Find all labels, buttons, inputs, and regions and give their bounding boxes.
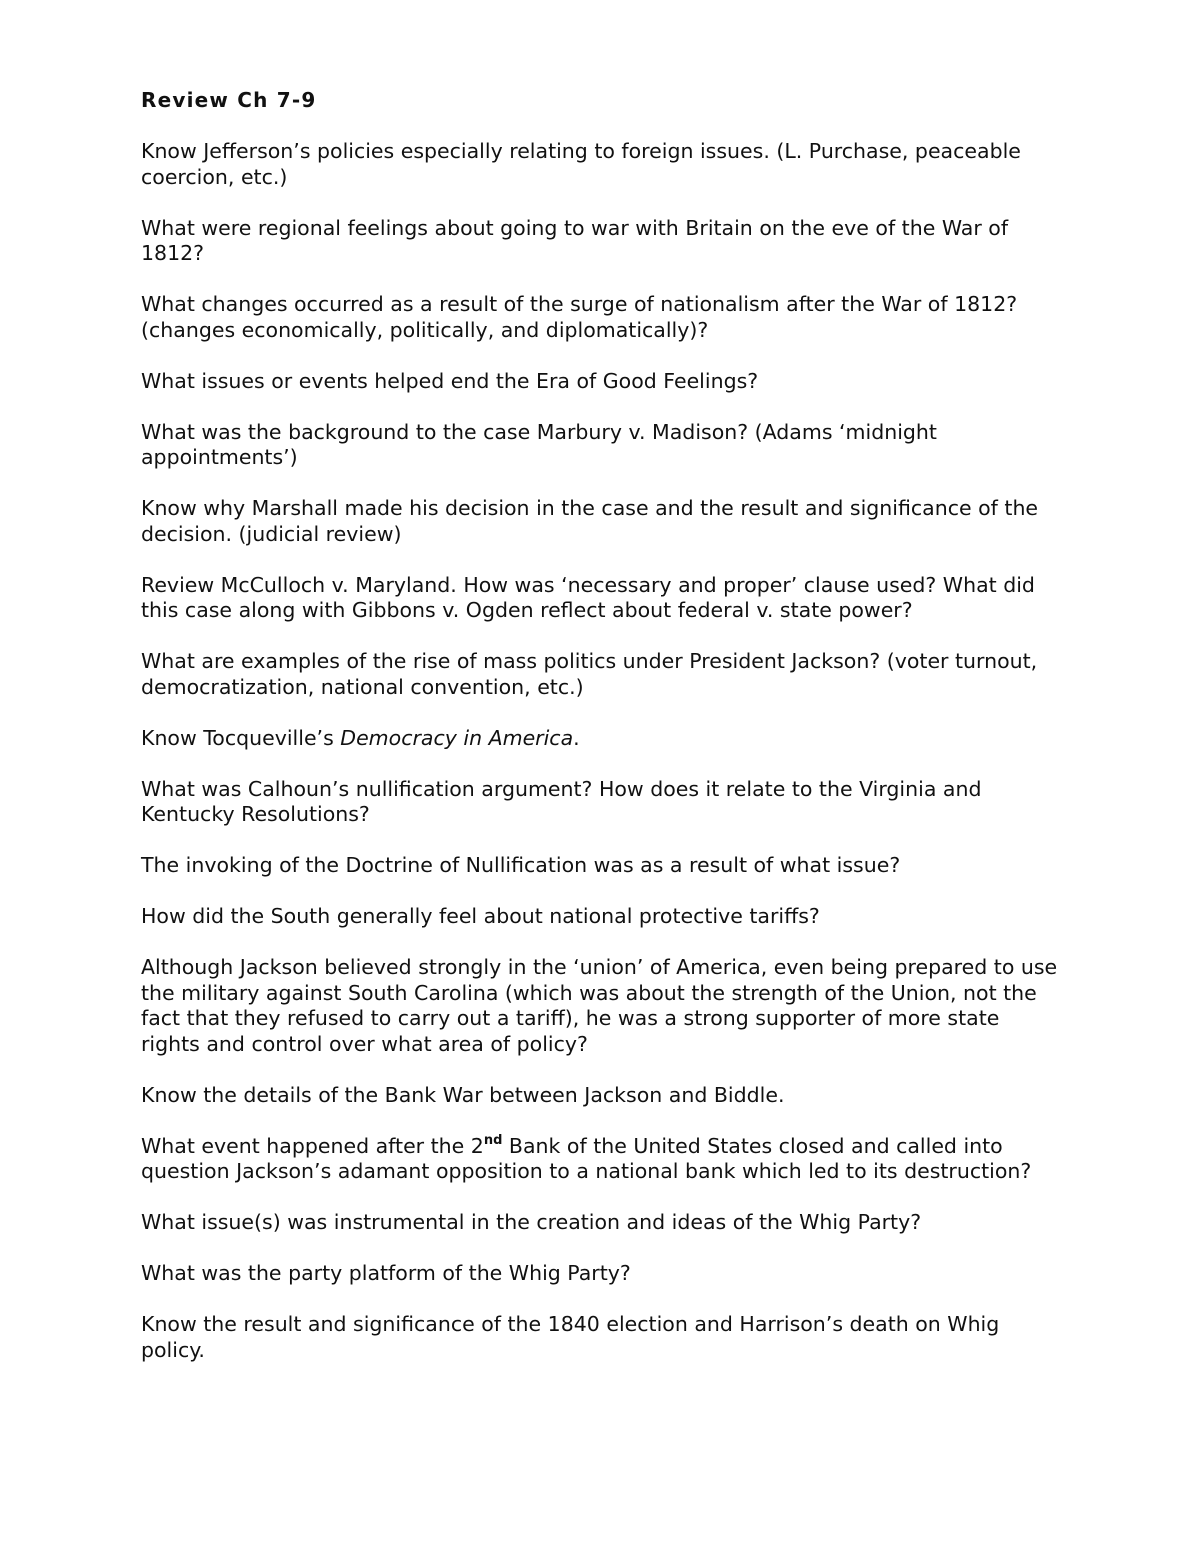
- question-paragraph: Know why Marshall made his decision in the case and the result and significance of the decision. (judicial review): [141, 496, 1039, 546]
- question-paragraph: Although Jackson believed strongly in the ‘union’ of America, even being prepared to use the military against South Carolina (which was about the strength of the Union, not the fact that they refused to carry out a tariff), he was a strong supporter of more state rights and control over what area of policy?: [141, 955, 1058, 1056]
- question-paragraph: What changes occurred as a result of the surge of nationalism after the War of 1812? (changes economically, politically, and diplomatically)?: [141, 292, 1018, 342]
- page-title: Review Ch 7-9: [141, 88, 317, 112]
- question-paragraph: Review McCulloch v. Maryland. How was ‘necessary and proper’ clause used? What did this case along with Gibbons v. Ogden reflect about federal v. state power?: [141, 572, 1035, 622]
- tocqueville-prefix: Know Tocqueville’s: [141, 725, 341, 750]
- question-paragraph: What was the party platform of the Whig Party?: [141, 1261, 631, 1285]
- ordinal-superscript: nd: [483, 1132, 503, 1148]
- question-paragraph: What was the background to the case Marbury v. Madison? (Adams ‘midnight appointments’): [141, 419, 937, 469]
- tocqueville-paragraph: [141, 726, 1060, 752]
- bank-question-paragraph: [141, 1134, 1060, 1185]
- question-paragraph: Know the details of the Bank War between Jackson and Biddle.: [141, 1082, 785, 1107]
- question-paragraph: Know Jefferson’s policies especially relating to foreign issues. (L. Purchase, peaceable coercion, etc.): [141, 139, 1021, 189]
- bank-question-suffix: Bank of the United States closed and called into question Jackson’s adamant opposition to a national bank which led to its destruction?: [141, 1133, 1032, 1183]
- question-paragraph: Know the result and significance of the 1840 election and Harrison’s death on Whig policy.: [141, 1312, 1000, 1362]
- book-title: Democracy in America: [340, 725, 574, 750]
- question-paragraph: How did the South generally feel about national protective tariffs?: [141, 904, 820, 928]
- question-paragraph: The invoking of the Doctrine of Nullification was as a result of what issue?: [141, 853, 901, 877]
- question-paragraph: What are examples of the rise of mass politics under President Jackson? (voter turnout, democratization, national convention, etc.): [141, 649, 1038, 699]
- question-paragraph: What issues or events helped end the Era of Good Feelings?: [141, 368, 759, 393]
- tocqueville-suffix: .: [573, 725, 580, 750]
- question-paragraph: What was Calhoun’s nullification argument? How does it relate to the Virginia and Kentucky Resolutions?: [141, 776, 982, 826]
- bank-question-prefix: What event happened after the 2: [141, 1133, 484, 1158]
- question-paragraph: What issue(s) was instrumental in the creation and ideas of the Whig Party?: [141, 1210, 922, 1234]
- question-paragraph: What were regional feelings about going to war with Britain on the eve of the War of 1812?: [141, 215, 1009, 265]
